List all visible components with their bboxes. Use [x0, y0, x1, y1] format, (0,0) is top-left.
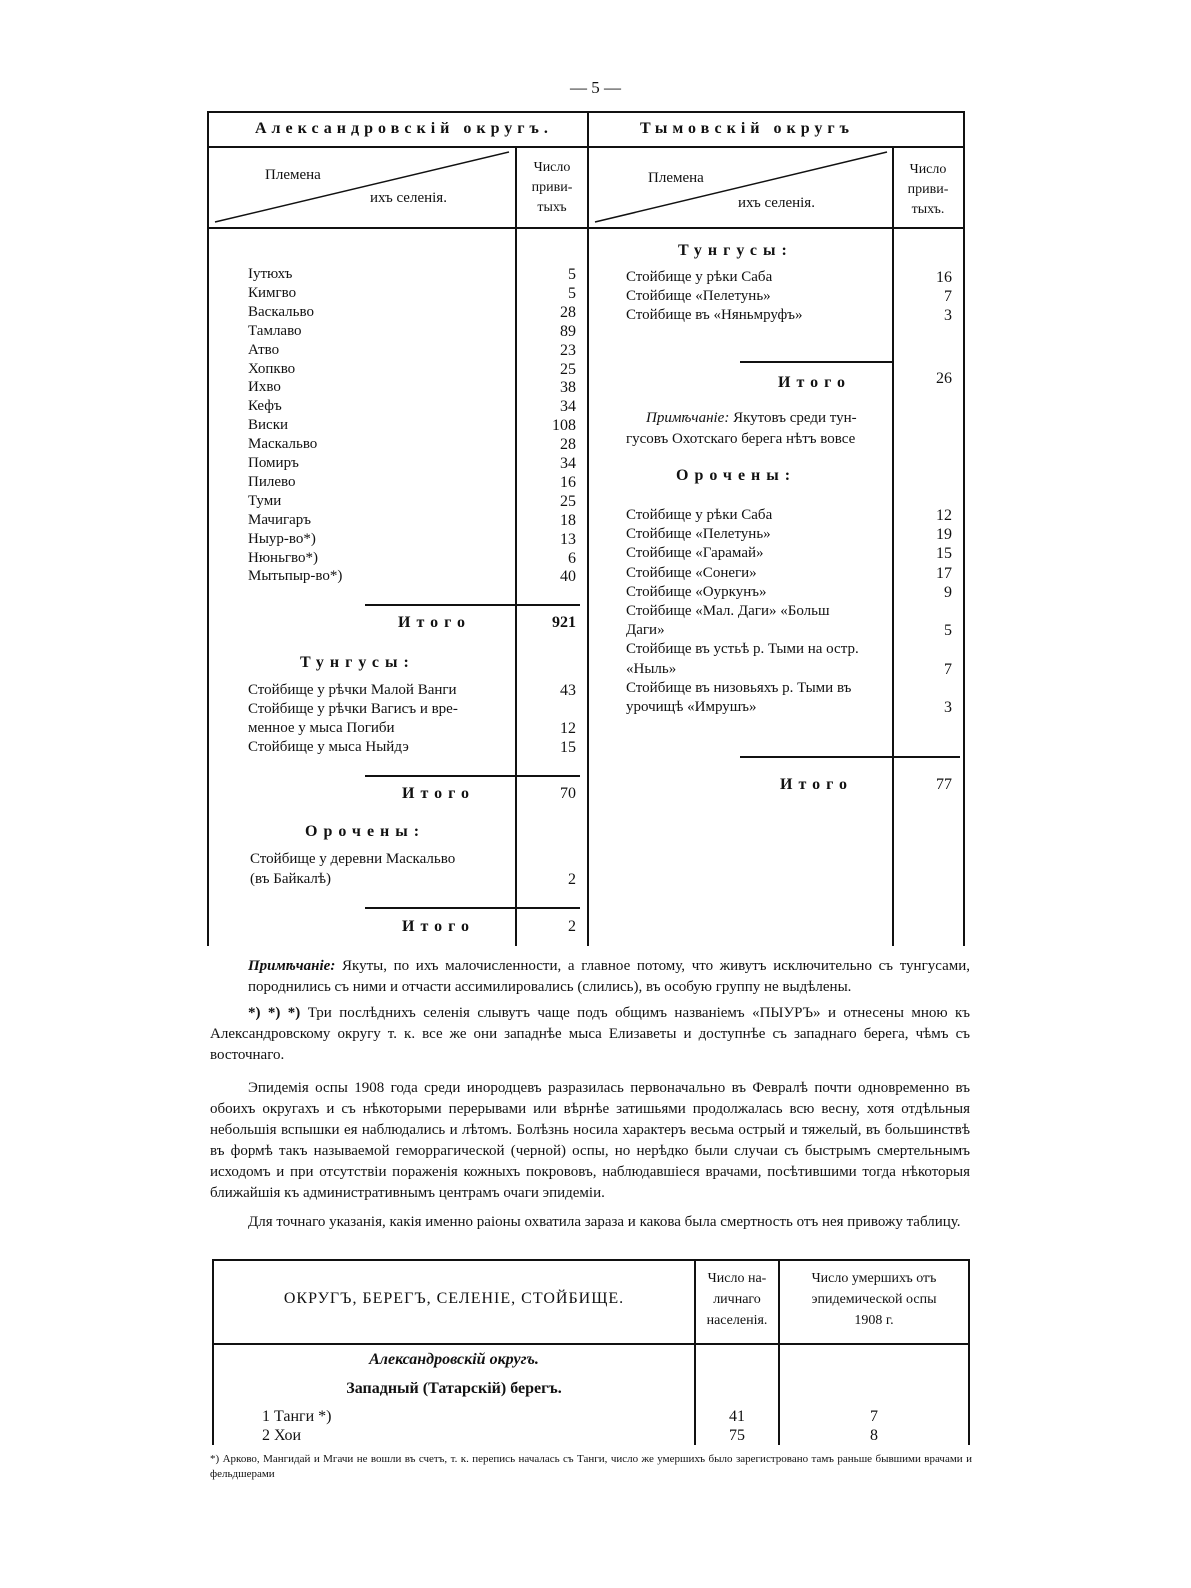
right-tungus-total-label: Итого — [778, 374, 851, 391]
left-orochen-row-name: (въ Байкалѣ) — [250, 871, 331, 887]
left-nivkh-row-name: Хопкво — [248, 360, 296, 377]
right-tungus-row-value: 3 — [944, 307, 952, 324]
left-nivkh-row-value: 16 — [560, 473, 576, 491]
left-nivkh-row-name: Помиръ — [248, 455, 299, 471]
left-nivkh-row-name: Пилево — [248, 473, 296, 490]
table1-right-rule — [963, 111, 965, 946]
left-nivkh-row-name: Кимгво — [248, 284, 297, 301]
right-orochen-total-label: Итого — [780, 776, 853, 793]
left-nivkh-row-value: 89 — [560, 322, 576, 340]
left-tungus-row-name: Стойбище у рѣчки Вагисъ и вре- — [248, 701, 458, 717]
left-tungus-row-value: 43 — [560, 682, 576, 699]
left-total-rule-2 — [365, 775, 580, 777]
right-orochen-row-name: Стойбище въ низовьяхъ р. Тыми въ — [626, 679, 852, 696]
right-orochen-row-name: Стойбище «Гарамай» — [626, 545, 764, 562]
left-nivkh-row-name: Маскальво — [248, 436, 318, 453]
left-nivkh-row-name: Атво — [248, 341, 280, 358]
left-orochen-row-name: Стойбище у деревни Маскальво — [250, 851, 456, 867]
left-nivkh-row-value: 5 — [568, 266, 576, 283]
note-pyur: *) *) *) Три послѣднихъ селенія слывутъ чаще подъ общимъ названіемъ «ПЫУРЪ» и отнесены мною къ Александровскому округу т. к. все же они западнѣе мыса Елизаветы и доступнѣе съ западнаго берега, чѣмъ съ восточнаго. — [210, 1005, 970, 1063]
right-orochen-row-name: Стойбище «Пелетунь» — [626, 526, 771, 543]
right-remark-line2: гусовъ Охотскаго берега нѣтъ вовсе — [626, 431, 856, 447]
right-orochen-row-name: Стойбище «Оуркунъ» — [626, 583, 767, 600]
right-tungus-heading: Тунгусы: — [678, 242, 793, 259]
left-nivkh-row-value: 34 — [560, 398, 576, 416]
right-total-rule-1 — [740, 361, 892, 363]
right-orochen-row-value: 9 — [944, 583, 952, 601]
right-tungus-row-name: Стойбище въ «Няньмруфъ» — [626, 307, 803, 323]
left-nivkh-row-value: 25 — [560, 492, 576, 510]
left-orochen-heading: Орочены: — [305, 823, 426, 840]
left-nivkh-total-label: Итого — [398, 614, 471, 631]
left-nivkh-row-value: 18 — [560, 511, 576, 529]
left-nivkh-row-name: Кефъ — [248, 398, 282, 415]
right-orochen-total: 77 — [936, 776, 952, 793]
right-orochen-row-name: Стойбище въ устьѣ р. Тыми на остр. — [626, 641, 859, 658]
table2-right-rule — [968, 1259, 970, 1445]
left-nivkh-row-name: Іутюхъ — [248, 266, 293, 282]
right-tungus-row-value: 7 — [944, 288, 952, 305]
left-district-title: Александровскій округъ. — [255, 120, 553, 137]
footnote: *) Арково, Мангидай и Мгачи не вошли въ счетъ, т. к. перепись началась съ Танги, число же умершихъ было зарегистровано тамъ раньше бывшими врачами и фельдшерами — [210, 1453, 972, 1480]
left-nivkh-row-name: Мачигаръ — [248, 511, 312, 528]
note-yakuts: Примѣчаніе: Якуты, по ихъ малочисленности, а главное потому, что живутъ исключительно съ тунгусами, породнились съ ними и отчасти ассимилировались (слились), въ особую группу не выдѣлены. — [248, 958, 970, 995]
left-orochen-total: 2 — [568, 918, 576, 935]
table2-row-label: 1 Танги *) — [262, 1408, 332, 1425]
right-tungus-row-name: Стойбище «Пелетунь» — [626, 288, 771, 304]
left-nivkh-row-name: Мытьпыр-во*) — [248, 568, 343, 585]
table2-row-deaths: 7 — [870, 1408, 878, 1425]
table2-row-label: 2 Хои — [262, 1427, 302, 1444]
left-nivkh-row-value: 38 — [560, 379, 576, 397]
left-col-count: Число приви- тыхъ — [531, 160, 573, 215]
left-tungus-row-name: Стойбище у рѣчки Малой Ванги — [248, 682, 457, 698]
table2-row-population: 75 — [729, 1427, 745, 1444]
left-nivkh-row-value: 28 — [560, 436, 576, 454]
left-tungus-total-label: Итого — [402, 785, 475, 802]
left-nivkh-row-name: Туми — [248, 492, 282, 509]
right-col-settlements: ихъ селенія. — [738, 195, 815, 211]
left-nivkh-row-value: 108 — [552, 417, 576, 435]
left-total-rule-3 — [365, 907, 580, 909]
left-nivkh-row-name: Ныур-во*) — [248, 530, 316, 547]
left-nivkh-row-value: 40 — [560, 568, 576, 586]
left-nivkh-row-value: 28 — [560, 303, 576, 321]
right-orochen-row-name: Стойбище «Сонеги» — [626, 564, 757, 581]
paragraph-epidemic: Эпидемія оспы 1908 года среди инородцевъ разразилась первоначально въ Февралѣ почти одновременно въ обоихъ округахъ и съ нѣкоторыми перерывами или вѣрнѣе затишьями продолжалась всю весну, хотя отдѣльныя небольшія вспышки ея наблюдались и лѣтомъ. Болѣзнь носила характеръ весьма острый и тяжелый, въ большинствѣ въ формѣ такъ называемой геморрагической (черной) оспы, но нерѣдко были случаи съ быстрымъ смертельнымъ исходомъ и при отсутствіи пораженія кожныхъ покрововъ, наблюдавшіеся врачами, посѣтившими тогда нѣкоторыя ближайшія къ административнымъ центрамъ очаги эпидеміи. — [210, 1080, 970, 1201]
left-nivkh-row-value: 23 — [560, 341, 576, 359]
right-orochen-row-name: Даги» — [626, 622, 665, 639]
table2-row-deaths: 8 — [870, 1427, 878, 1444]
right-orochen-row-value: 15 — [936, 545, 952, 563]
table1-middle-rule — [587, 111, 589, 946]
right-orochen-row-value: 7 — [944, 660, 952, 678]
table1-top-rule — [207, 111, 965, 113]
left-nivkh-row-value: 25 — [560, 360, 576, 378]
table2-col1-header: ОКРУГЪ, БЕРЕГЪ, СЕЛЕНІЕ, СТОЙБИЩЕ. — [283, 1290, 625, 1307]
table2-row-population: 41 — [729, 1408, 745, 1425]
right-tungus-total: 26 — [936, 370, 952, 387]
left-nivkh-row-value: 5 — [568, 284, 576, 302]
right-tungus-row-value: 16 — [936, 269, 952, 286]
left-nivkh-row-value: 34 — [560, 455, 576, 472]
right-remark-line1: Примѣчаніе: Якутовъ среди тун- — [646, 410, 857, 426]
left-tungus-heading: Тунгусы: — [300, 654, 415, 671]
right-tungus-row-name: Стойбище у рѣки Саба — [626, 269, 773, 285]
right-col-tribes: Племена — [648, 170, 704, 186]
left-tungus-row-name: менное у мыса Погиби — [248, 720, 395, 736]
right-orochen-row-name: урочищѣ «Имрушъ» — [626, 699, 757, 715]
right-orochen-row-value: 5 — [944, 622, 952, 640]
right-district-title: Тымовскій округъ — [640, 120, 854, 137]
table2-district: Александровскій округъ. — [369, 1351, 539, 1368]
right-orochen-row-name: Стойбище у рѣки Саба — [626, 507, 773, 523]
paragraph-table-intro: Для точнаго указанія, какія именно раіоны охватила зараза и какова была смертность отъ нея привожу таблицу. — [248, 1214, 961, 1230]
table1-left-rule — [207, 111, 209, 946]
left-nivkh-row-name: Тамлаво — [248, 322, 302, 339]
left-nivkh-row-name: Васкальво — [248, 303, 314, 320]
left-header-diagonal — [209, 148, 515, 227]
table2-header-rule — [212, 1343, 970, 1345]
left-nivkh-row-value: 6 — [568, 549, 576, 567]
table2-col3-header: Число умершихъ отъ эпидемической оспы 1908 г. — [811, 1271, 937, 1328]
right-orochen-row-name: «Ныль» — [626, 660, 677, 677]
left-nivkh-total: 921 — [552, 614, 576, 631]
left-orochen-total-label: Итого — [402, 918, 475, 935]
left-nivkh-row-name: Нюньгво*) — [248, 549, 319, 566]
left-nivkh-row-name: Виски — [248, 417, 289, 434]
table1-left-count-rule — [515, 146, 517, 946]
right-orochen-row-value: 17 — [936, 564, 952, 582]
left-tungus-row-value: 12 — [560, 720, 576, 737]
left-tungus-row-name: Стойбище у мыса Ныйдэ — [248, 739, 409, 755]
page-number: — 5 — — [570, 78, 621, 97]
left-total-rule-1 — [365, 604, 580, 606]
left-col-settlements: ихъ селенія. — [370, 190, 447, 206]
right-header-diagonal — [589, 148, 892, 227]
table1-right-count-rule — [892, 146, 894, 946]
right-total-rule-2 — [740, 756, 960, 758]
table2-coast: Западный (Татарскій) берегъ. — [346, 1380, 562, 1397]
table1-header-rule — [207, 227, 965, 229]
left-col-tribes: Племена — [265, 167, 321, 183]
right-orochen-row-name: Стойбище «Мал. Даги» «Больш — [626, 603, 830, 619]
left-nivkh-row-name: Ихво — [248, 379, 281, 396]
right-orochen-row-value: 12 — [936, 507, 952, 524]
left-tungus-row-value: 15 — [560, 739, 576, 756]
table2-col2-header: Число на- личнаго населенія. — [706, 1271, 768, 1328]
table2-top-rule — [212, 1259, 970, 1261]
left-tungus-total: 70 — [560, 785, 576, 802]
right-col-count: Число приви- тыхъ. — [907, 162, 949, 217]
right-orochen-row-value: 3 — [944, 699, 952, 716]
right-orochen-heading: Орочены: — [676, 467, 797, 484]
right-orochen-row-value: 19 — [936, 526, 952, 544]
left-nivkh-row-value: 13 — [560, 530, 576, 548]
left-orochen-row-value: 2 — [568, 871, 576, 888]
